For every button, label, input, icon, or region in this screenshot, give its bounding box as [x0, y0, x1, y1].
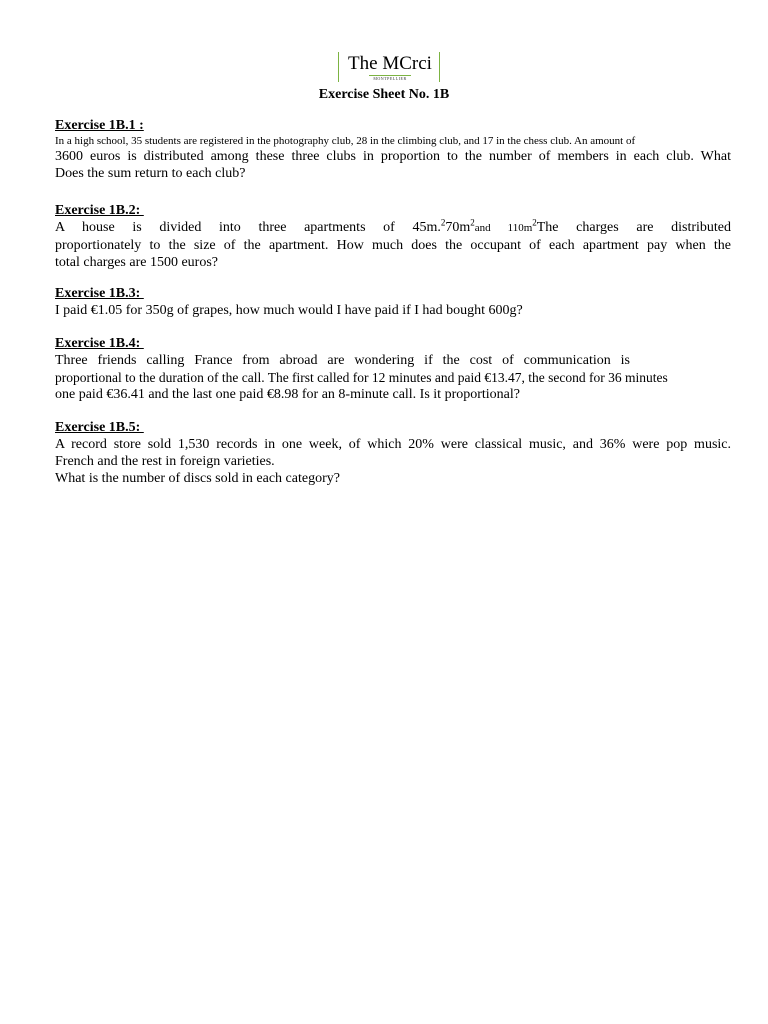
exercise-text-line: Does the sum return to each club? [55, 166, 246, 181]
exercise-text-line: What is the number of discs sold in each category? [55, 471, 340, 486]
exercise-text-line: 3600 euros is distributed among these three clubs in proportion to the number of members in each club. What [55, 149, 731, 164]
superscript: 2 [532, 217, 537, 228]
superscript: 2 [440, 217, 446, 228]
exercise-1b3 [55, 286, 731, 319]
exercise-text-line: total charges are 1500 euros? [55, 255, 219, 270]
sheet-title: Exercise Sheet No. 1B [318, 87, 450, 102]
mcrci-logo [338, 52, 440, 82]
exercise-text-line: French and the rest in foreign varieties. [55, 454, 275, 469]
text-fragment: A house is divided into three apartments of 45m. [55, 220, 441, 235]
exercise-text-line [55, 219, 731, 237]
exercise-text-line: proportional to the duration of the call. The first called for 12 minutes and paid €13.47, the second for 36 minutes [55, 370, 668, 385]
exercise-text-line: A record store sold 1,530 records in one week, of which 20% were classical music, and 36% were pop music. [55, 437, 731, 452]
exercise-1b5 [55, 420, 731, 487]
exercise-title: Exercise 1B.5: [55, 420, 144, 435]
exercise-title: Exercise 1B.4: [55, 336, 144, 351]
exercise-title: Exercise 1B.1 : [55, 118, 144, 133]
text-fragment: The charges are distributed [536, 220, 731, 235]
exercise-text-line: I paid €1.05 for 350g of grapes, how much would I have paid if I had bought 600g? [55, 303, 523, 318]
exercise-title: Exercise 1B.2: [55, 203, 144, 218]
exercise-1b4 [55, 336, 731, 403]
text-fragment: and 110m [474, 222, 533, 234]
logo-text: The MCrci [348, 53, 432, 74]
exercise-1b2 [55, 203, 731, 271]
superscript: 2 [470, 217, 475, 228]
exercise-text-line: one paid €36.41 and the last one paid €8.98 for an 8-minute call. Is it proportional? [55, 387, 520, 402]
exercise-title: Exercise 1B.3: [55, 286, 144, 301]
exercise-1b1 [55, 118, 731, 182]
exercise-text-line: Three friends calling France from abroad are wondering if the cost of communication is [55, 353, 630, 368]
exercise-text-line: proportionately to the size of the apartment. How much does the occupant of each apartment pay when the [55, 238, 731, 253]
logo-subtext: MONTPELLIER [369, 75, 411, 81]
exercise-text-line: In a high school, 35 students are registered in the photography club, 28 in the climbing club, and 17 in the chess club. An amount of [55, 135, 636, 147]
text-fragment: 70m [445, 220, 471, 235]
